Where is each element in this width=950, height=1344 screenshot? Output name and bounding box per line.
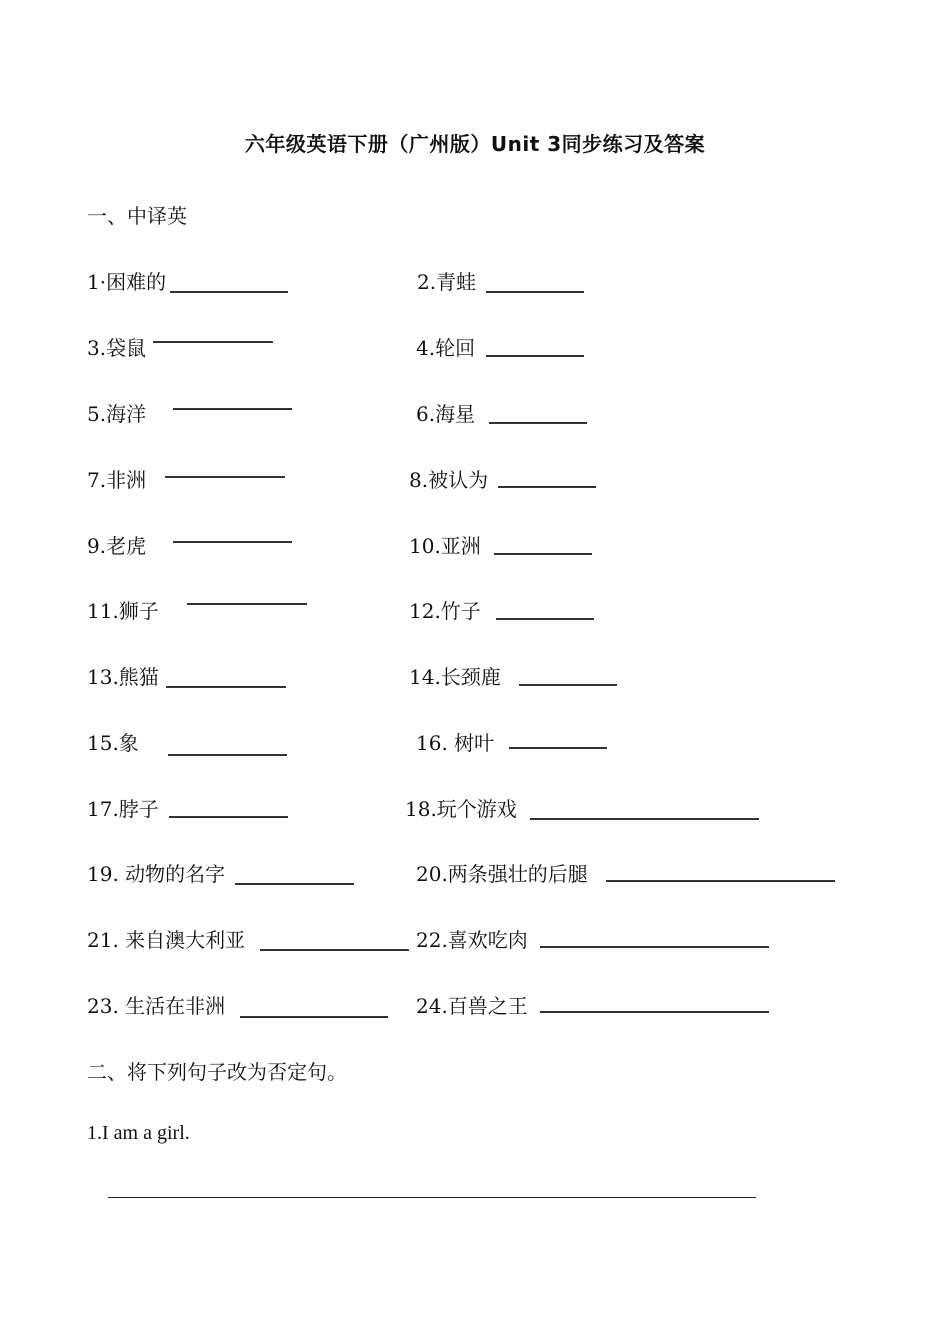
vocab-item-7: 7.非洲 <box>87 468 147 492</box>
answer-blank-17[interactable] <box>169 816 288 818</box>
answer-blank-12[interactable] <box>496 618 594 620</box>
vocab-item-17: 17.脖子 <box>87 797 159 821</box>
vocab-item-22: 22.喜欢吃肉 <box>416 928 528 952</box>
answer-blank-20[interactable] <box>606 880 835 882</box>
answer-blank-3[interactable] <box>153 341 273 343</box>
answer-blank-5[interactable] <box>173 408 292 410</box>
answer-blank-19[interactable] <box>235 883 354 885</box>
vocab-item-11: 11.狮子 <box>87 599 159 623</box>
answer-blank-8[interactable] <box>498 486 596 488</box>
answer-blank-10[interactable] <box>494 553 592 555</box>
sentence-1: 1.I am a girl. <box>87 1122 190 1144</box>
vocab-item-13: 13.熊猫 <box>87 665 159 689</box>
vocab-item-20: 20.两条强壮的后腿 <box>416 862 588 886</box>
answer-blank-24[interactable] <box>540 1011 769 1013</box>
answer-blank-13[interactable] <box>166 686 286 688</box>
vocab-item-14: 14.长颈鹿 <box>409 665 501 689</box>
vocab-item-1: 1·困难的 <box>87 270 167 294</box>
answer-blank-1[interactable] <box>170 291 288 293</box>
vocab-item-3: 3.袋鼠 <box>87 336 147 360</box>
section-heading-translation: 一、中译英 <box>87 204 187 228</box>
vocab-item-4: 4.轮回 <box>416 336 476 360</box>
answer-blank-4[interactable] <box>486 355 584 357</box>
answer-blank-23[interactable] <box>240 1016 388 1018</box>
vocab-item-19: 19. 动物的名字 <box>87 862 226 886</box>
vocab-item-18: 18.玩个游戏 <box>405 797 517 821</box>
answer-blank-14[interactable] <box>519 684 617 686</box>
answer-blank-16[interactable] <box>509 747 607 749</box>
section-heading-negative: 二、将下列句子改为否定句。 <box>87 1060 347 1084</box>
answer-blank-11[interactable] <box>187 603 307 605</box>
answer-blank-2[interactable] <box>486 291 584 293</box>
vocab-item-10: 10.亚洲 <box>409 534 481 558</box>
vocab-item-5: 5.海洋 <box>87 402 147 426</box>
answer-blank-6[interactable] <box>489 422 587 424</box>
answer-blank-7[interactable] <box>165 476 285 478</box>
page-title: 六年级英语下册（广州版）Unit 3同步练习及答案 <box>244 132 706 156</box>
vocab-item-6: 6.海星 <box>416 402 476 426</box>
answer-blank-18[interactable] <box>530 818 759 820</box>
answer-blank-22[interactable] <box>540 946 769 948</box>
answer-blank-9[interactable] <box>173 541 292 543</box>
vocab-item-24: 24.百兽之王 <box>416 994 528 1018</box>
vocab-item-15: 15.象 <box>87 731 139 755</box>
vocab-item-9: 9.老虎 <box>87 534 147 558</box>
answer-blank-21[interactable] <box>260 949 409 951</box>
vocab-item-16: 16. 树叶 <box>416 731 495 755</box>
sentence-answer-line-1[interactable] <box>108 1197 756 1198</box>
vocab-item-8: 8.被认为 <box>409 468 489 492</box>
vocab-item-12: 12.竹子 <box>409 599 481 623</box>
vocab-item-2: 2.青蛙 <box>417 270 477 294</box>
answer-blank-15[interactable] <box>168 754 287 756</box>
vocab-item-21: 21. 来自澳大利亚 <box>87 928 246 952</box>
vocab-item-23: 23. 生活在非洲 <box>87 994 226 1018</box>
